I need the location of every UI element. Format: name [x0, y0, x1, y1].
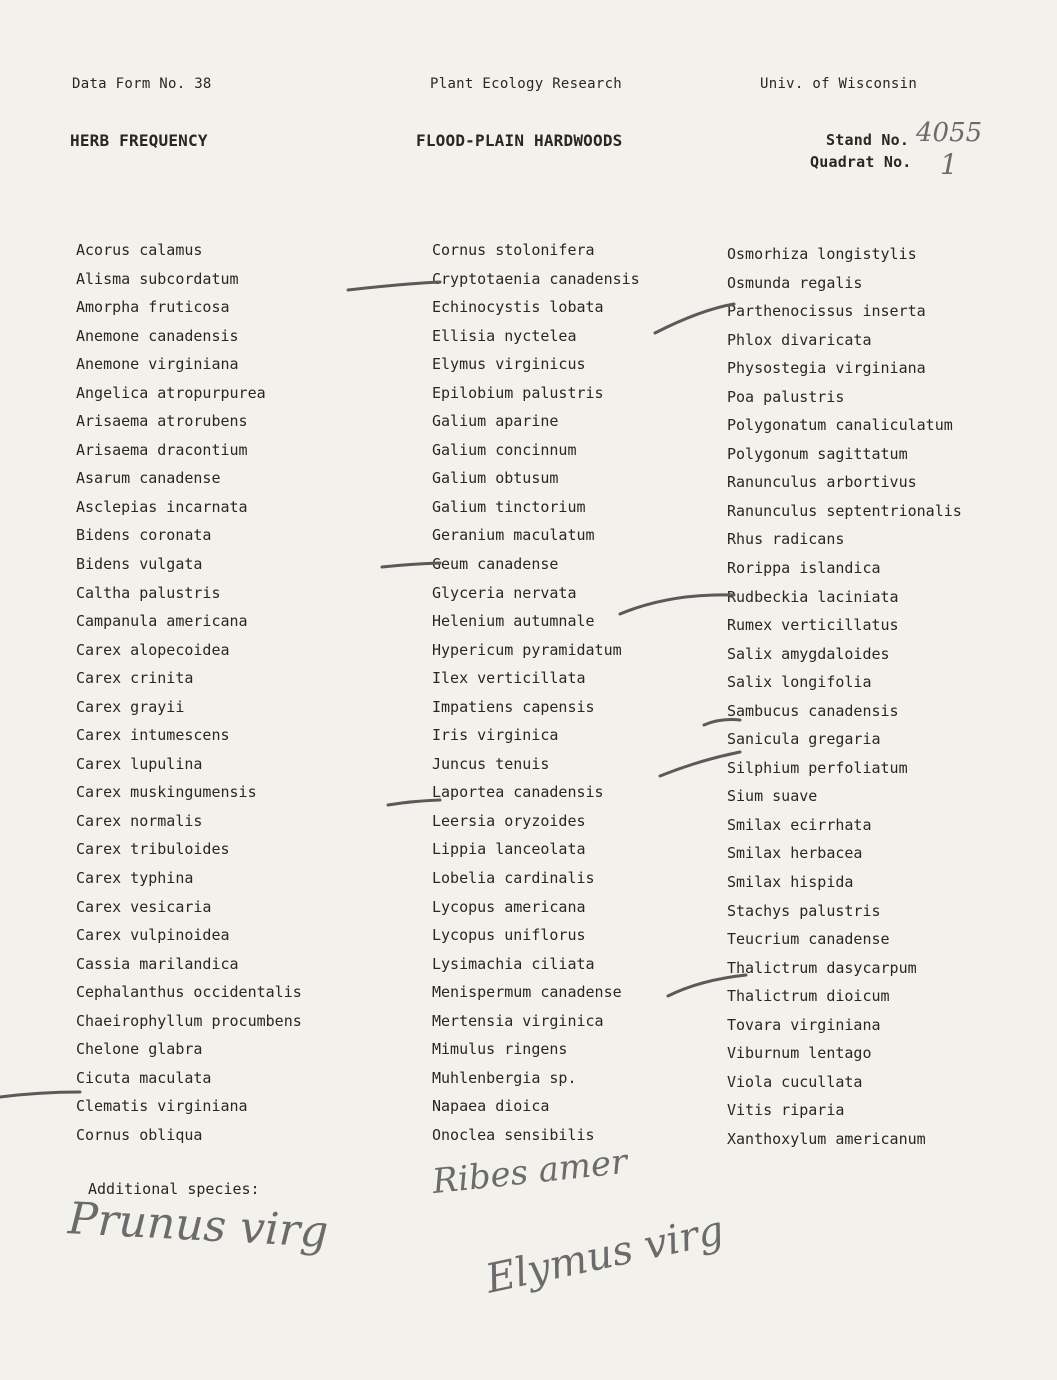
species-item: Clematis virginiana: [76, 1097, 248, 1116]
species-item: Ilex verticillata: [432, 669, 586, 688]
species-item: Carex tribuloides: [76, 840, 230, 859]
species-item: Phlox divaricata: [727, 330, 872, 349]
species-item: Polygonatum canaliculatum: [727, 416, 953, 435]
species-item: Viola cucullata: [727, 1072, 863, 1091]
species-item: Xanthoxylum americanum: [727, 1129, 926, 1148]
species-item: Tovara virginiana: [727, 1015, 881, 1034]
species-item: Campanula americana: [76, 612, 248, 631]
species-item: Onoclea sensibilis: [432, 1125, 595, 1144]
species-item: Glyceria nervata: [432, 583, 577, 602]
species-item: Amorpha fruticosa: [76, 298, 230, 317]
quadrat-label: Quadrat No.: [810, 153, 912, 171]
species-item: Galium obtusum: [432, 469, 559, 488]
species-item: Salix amygdaloides: [727, 644, 890, 663]
species-item: Geum canadense: [432, 555, 559, 574]
species-item: Lycopus americana: [432, 897, 586, 916]
species-item: Carex grayii: [76, 697, 185, 716]
species-item: Asarum canadense: [76, 469, 221, 488]
species-item: Galium tinctorium: [432, 497, 586, 516]
check-mark-parthenocissus: [655, 304, 734, 333]
species-item: Anemone virginiana: [76, 355, 239, 374]
species-item: Juncus tenuis: [432, 754, 550, 773]
species-item: Bidens vulgata: [76, 555, 203, 574]
species-item: Arisaema atrorubens: [76, 412, 248, 431]
species-item: Ellisia nyctelea: [432, 326, 577, 345]
species-item: Physostegia virginiana: [727, 359, 926, 378]
species-item: Asclepias incarnata: [76, 497, 248, 516]
check-mark-sanicula: [660, 752, 740, 776]
species-item: Thalictrum dioicum: [727, 987, 890, 1006]
species-item: Lycopus uniflorus: [432, 926, 586, 945]
species-item: Thalictrum dasycarpum: [727, 958, 917, 977]
species-item: Carex muskingumensis: [76, 783, 257, 802]
stand-number-handwritten: 4055: [916, 118, 983, 148]
species-item: Acorus calamus: [76, 241, 203, 259]
species-item: Osmunda regalis: [727, 273, 863, 292]
species-item: Sanicula gregaria: [727, 730, 881, 749]
species-item: Cornus obliqua: [76, 1125, 203, 1144]
species-item: Silphium perfoliatum: [727, 758, 908, 777]
species-item: Parthenocissus inserta: [727, 302, 926, 321]
species-item: Carex intumescens: [76, 726, 230, 745]
species-item: Bidens coronata: [76, 526, 212, 545]
species-item: Carex vesicaria: [76, 897, 212, 916]
species-item: Carex crinita: [76, 669, 194, 688]
check-mark-rudbeckia: [620, 595, 734, 614]
species-item: Hypericum pyramidatum: [432, 640, 622, 659]
species-item: Smilax ecirrhata: [727, 815, 872, 834]
species-item: Ranunculus septentrionalis: [727, 501, 962, 520]
form-title: HERB FREQUENCY: [70, 131, 208, 150]
species-item: Cephalanthus occidentalis: [76, 983, 302, 1002]
species-item: Rudbeckia laciniata: [727, 587, 899, 606]
species-item: Vitis riparia: [727, 1101, 845, 1120]
species-item: Lysimachia ciliata: [432, 954, 595, 973]
species-item: Galium concinnum: [432, 440, 577, 459]
species-item: Alisma subcordatum: [76, 269, 239, 288]
check-mark-sambucus: [704, 720, 740, 725]
species-item: Impatiens capensis: [432, 697, 595, 716]
species-item: Galium aparine: [432, 412, 559, 431]
check-mark-cicuta: [0, 1092, 80, 1097]
species-item: Sambucus canadensis: [727, 701, 899, 720]
species-item: Carex normalis: [76, 811, 203, 830]
species-item: Angelica atropurpurea: [76, 383, 266, 402]
species-item: Cicuta maculata: [76, 1068, 212, 1087]
species-item: Chelone glabra: [76, 1040, 203, 1059]
species-item: Napaea dioica: [432, 1097, 550, 1116]
species-item: Smilax hispida: [727, 873, 854, 892]
species-item: Carex typhina: [76, 869, 194, 888]
species-item: Lobelia cardinalis: [432, 869, 595, 888]
check-mark-geum: [382, 563, 440, 567]
species-item: Carex lupulina: [76, 754, 203, 773]
species-item: Chaeirophyllum procumbens: [76, 1011, 302, 1030]
species-item: Stachys palustris: [727, 901, 881, 920]
handwritten-species-prunus: Prunus virg: [66, 1193, 330, 1258]
check-mark-cryptotaenia: [348, 282, 440, 290]
species-item: Anemone canadensis: [76, 326, 239, 345]
species-item: Carex vulpinoidea: [76, 926, 230, 945]
species-item: Iris virginica: [432, 726, 559, 745]
species-item: Muhlenbergia sp.: [432, 1068, 577, 1087]
species-item: Rorippa islandica: [727, 559, 881, 578]
species-item: Arisaema dracontium: [76, 440, 248, 459]
species-item: Lippia lanceolata: [432, 840, 586, 859]
form-number: Data Form No. 38: [72, 76, 212, 92]
species-item: Viburnum lentago: [727, 1044, 872, 1063]
species-item: Rumex verticillatus: [727, 616, 899, 635]
species-item: Mertensia virginica: [432, 1011, 604, 1030]
species-item: Helenium autumnale: [432, 612, 595, 631]
species-item: Sium suave: [727, 787, 818, 806]
check-mark-thalictrum: [668, 975, 746, 996]
handwritten-species-ribes: Ribes amer: [430, 1141, 630, 1203]
check-mark-laportea: [388, 800, 440, 805]
species-item: Echinocystis lobata: [432, 298, 604, 317]
species-item: Cassia marilandica: [76, 954, 239, 973]
species-item: Salix longifolia: [727, 673, 872, 692]
species-item: Mimulus ringens: [432, 1040, 568, 1059]
species-item: Teucrium canadense: [727, 930, 890, 949]
species-item: Rhus radicans: [727, 530, 845, 549]
community-title: FLOOD-PLAIN HARDWOODS: [416, 131, 623, 150]
species-item: Menispermum canadense: [432, 983, 622, 1002]
species-item: Elymus virginicus: [432, 355, 586, 374]
species-item: Cryptotaenia canadensis: [432, 269, 640, 288]
university: Univ. of Wisconsin: [760, 76, 918, 92]
quadrat-number-handwritten: 1: [940, 148, 958, 181]
species-item: Smilax herbacea: [727, 844, 863, 863]
handwritten-species-elymus: Elymus virg: [481, 1207, 728, 1303]
species-item: Cornus stolonifera: [432, 241, 595, 259]
additional-species-label: Additional species:: [88, 1180, 260, 1198]
species-item: Ranunculus arbortivus: [727, 473, 917, 492]
species-item: Osmorhiza longistylis: [727, 245, 917, 263]
species-item: Poa palustris: [727, 387, 845, 406]
species-item: Caltha palustris: [76, 583, 221, 602]
species-item: Epilobium palustris: [432, 383, 604, 402]
species-item: Laportea canadensis: [432, 783, 604, 802]
stand-label: Stand No.: [826, 131, 910, 149]
species-item: Carex alopecoidea: [76, 640, 230, 659]
organization: Plant Ecology Research: [430, 76, 623, 92]
species-item: Polygonum sagittatum: [727, 444, 908, 463]
species-item: Leersia oryzoides: [432, 811, 586, 830]
species-item: Geranium maculatum: [432, 526, 595, 545]
